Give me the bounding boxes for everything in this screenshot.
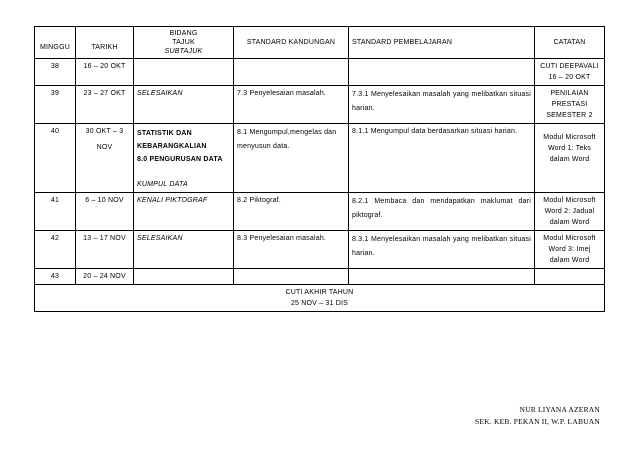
tajuk-line: KEBARANGKALIAN <box>137 143 207 150</box>
catatan-cell <box>535 193 605 231</box>
minggu-cell: 41 <box>35 193 76 231</box>
kandungan-cell <box>234 59 349 86</box>
header-bidang-line3: SUBTAJUK <box>164 48 203 55</box>
catatan-cell <box>535 86 605 124</box>
catatan-cell <box>535 231 605 269</box>
table-row <box>35 86 605 124</box>
tajuk-cell <box>134 124 234 193</box>
minggu-cell: 42 <box>35 231 76 269</box>
tarikh-cell: 16 – 20 OKT <box>76 59 134 86</box>
table-row <box>35 269 605 285</box>
catatan-line: Word 3: Imej <box>548 246 591 253</box>
header-bidang <box>134 27 234 59</box>
minggu-cell: 40 <box>35 124 76 193</box>
signature-school: SEK. KEB. PEKAN II, W.P. LABUAN <box>475 417 600 426</box>
table-row <box>35 124 605 193</box>
catatan-cell <box>535 59 605 86</box>
header-row <box>35 27 605 59</box>
tarikh-line: NOV <box>96 144 113 151</box>
table-row <box>35 193 605 231</box>
pembelajaran-cell <box>349 269 535 285</box>
header-standard-kandungan: STANDARD KANDUNGAN <box>234 27 349 59</box>
cuti-akhir-tahun-row <box>35 285 605 312</box>
subtajuk-line: KUMPUL DATA <box>137 181 188 188</box>
tarikh-line: 30 OKT – 3 <box>85 128 124 135</box>
tarikh-cell: 23 – 27 OKT <box>76 86 134 124</box>
catatan-line: Modul Microsoft <box>543 134 596 141</box>
kandungan-cell: 8.3 Penyelesaian masalah. <box>234 231 349 269</box>
catatan-cell <box>535 124 605 193</box>
catatan-line: Word 2: Jadual <box>544 208 595 215</box>
header-bidang-line1: BIDANG <box>169 30 198 37</box>
cuti-line1: CUTI AKHIR TAHUN <box>285 289 354 296</box>
table-row <box>35 231 605 269</box>
kandungan-cell: 8.2 Piktograf. <box>234 193 349 231</box>
cuti-line2: 25 NOV – 31 DIS <box>290 300 349 307</box>
pembelajaran-cell: 8.2.1 Membaca dan mendapatkan maklumat dari piktograf. <box>349 193 535 231</box>
kandungan-cell <box>234 269 349 285</box>
catatan-line: Word 1: Teks <box>548 145 591 152</box>
catatan-line: PRESTASI <box>551 101 588 108</box>
minggu-cell: 43 <box>35 269 76 285</box>
tarikh-cell: 20 – 24 NOV <box>76 269 134 285</box>
catatan-line: 16 – 20 OKT <box>548 74 591 81</box>
signature-block <box>475 404 600 428</box>
catatan-line: SEMESTER 2 <box>546 112 593 119</box>
header-bidang-line2: TAJUK <box>172 39 195 46</box>
tajuk-line: 8.0 PENGURUSAN DATA <box>137 156 223 163</box>
tajuk-cell <box>134 59 234 86</box>
header-catatan: CATATAN <box>535 27 605 59</box>
catatan-line: dalam Word <box>549 219 590 226</box>
catatan-line: dalam Word <box>549 156 590 163</box>
minggu-cell: 39 <box>35 86 76 124</box>
tajuk-line: STATISTIK DAN <box>137 130 192 137</box>
catatan-line: dalam Word <box>549 257 590 264</box>
catatan-cell <box>535 269 605 285</box>
tarikh-cell: 13 – 17 NOV <box>76 231 134 269</box>
minggu-cell: 38 <box>35 59 76 86</box>
catatan-line: CUTI DEEPAVALI <box>540 63 599 70</box>
catatan-line: Modul Microsoft <box>543 197 596 204</box>
cuti-akhir-tahun-cell <box>35 285 605 312</box>
catatan-line: Modul Microsoft <box>543 235 596 242</box>
kandungan-cell: 8.1 Mengumpul,mengelas dan menyusun data. <box>234 124 349 193</box>
tajuk-cell: SELESAIKAN <box>134 86 234 124</box>
tarikh-cell <box>76 124 134 193</box>
tajuk-cell: SELESAIKAN <box>134 231 234 269</box>
header-tarikh: TARIKH <box>76 27 134 59</box>
signature-name: NUR LIYANA AZERAN <box>519 405 600 414</box>
kandungan-cell: 7.3 Penyelesaian masalah. <box>234 86 349 124</box>
table-row <box>35 59 605 86</box>
pembelajaran-cell: 8.3.1 Menyelesaikan masalah yang melibatkan situasi harian. <box>349 231 535 269</box>
header-minggu: MINGGU <box>35 27 76 59</box>
header-standard-pembelajaran: STANDARD PEMBELAJARAN <box>349 27 535 59</box>
catatan-line: PENILAIAN <box>550 90 589 97</box>
tajuk-cell: KENALI PIKTOGRAF <box>134 193 234 231</box>
tajuk-cell <box>134 269 234 285</box>
pembelajaran-cell: 7.3.1 Menyelesaikan masalah yang melibatkan situasi harian. <box>349 86 535 124</box>
pembelajaran-cell: 8.1.1 Mengumpul data berdasarkan situasi harian. <box>349 124 535 193</box>
pembelajaran-cell <box>349 59 535 86</box>
tarikh-cell: 6 – 10 NOV <box>76 193 134 231</box>
rancangan-tahunan-table <box>34 26 605 312</box>
